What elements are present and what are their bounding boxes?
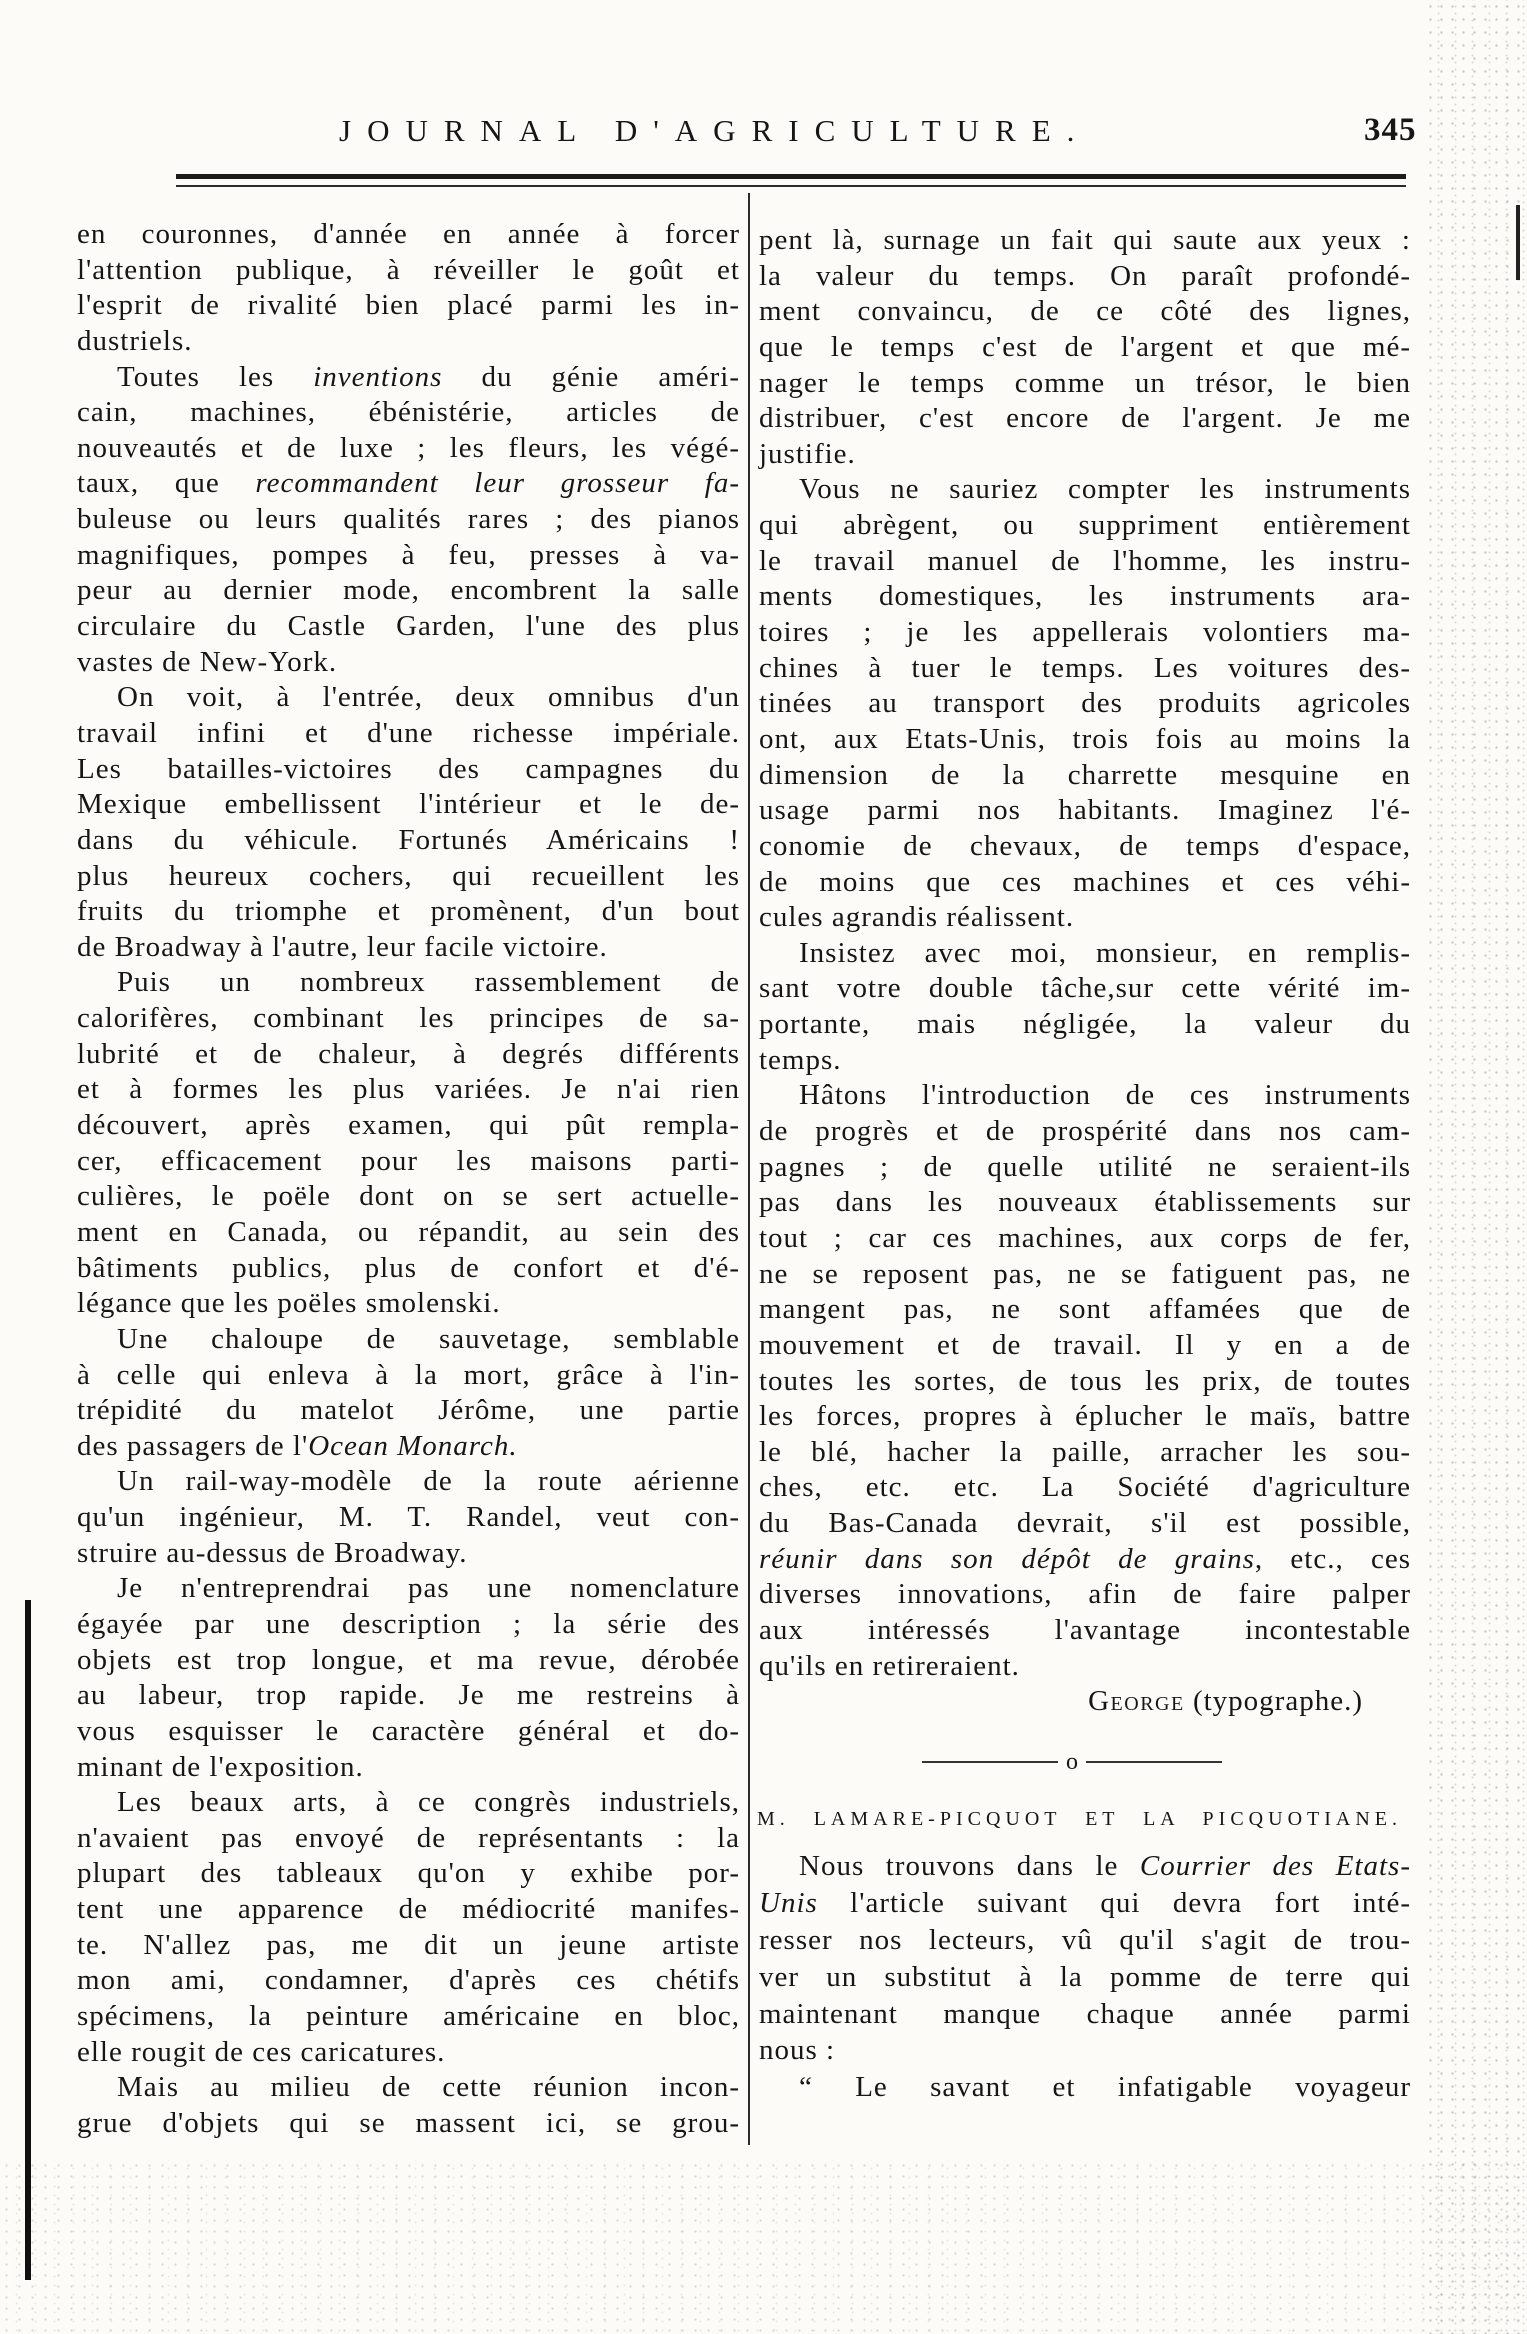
text-line: chines à tuer le temps. Les voitures des- bbox=[759, 651, 1411, 684]
text-segment: Nous trouvons dans le bbox=[799, 1850, 1140, 1882]
text-line: tout ; car ces machines, aux corps de fer, bbox=[759, 1221, 1411, 1254]
paragraph bbox=[77, 1571, 740, 1785]
text-segment: , etc., ces bbox=[1254, 1542, 1411, 1575]
text-line: calorifères, combinant les principes de sa- bbox=[77, 1002, 740, 1035]
text-segment: Toutes les bbox=[117, 360, 314, 393]
italic-text: Courrier des Etats- bbox=[1139, 1850, 1411, 1882]
text-line: minant de l'exposition. bbox=[77, 1750, 364, 1783]
text-line: usage parmi nos habitants. Imaginez l'é- bbox=[759, 794, 1411, 827]
text-line: et à formes les plus variées. Je n'ai rien bbox=[77, 1073, 740, 1106]
text-line: vastes de New-York. bbox=[77, 645, 338, 678]
text-line: aux intéressés l'avantage incontestable bbox=[759, 1613, 1411, 1646]
text-line: qu'un ingénieur, M. T. Randel, veut con- bbox=[77, 1501, 740, 1534]
paragraph bbox=[759, 1848, 1411, 2069]
text-line: tent une apparence de médiocrité manifes- bbox=[77, 1893, 740, 1926]
text-line: culières, le poële dont on se sert actuelle- bbox=[77, 1180, 740, 1213]
text-segment: l'article suivant qui devra fort inté- bbox=[817, 1886, 1411, 1919]
section-separator bbox=[922, 1748, 1222, 1776]
text-line: de progrès et de prospérité dans nos cam- bbox=[759, 1115, 1411, 1148]
text-line: le blé, hacher la paille, arracher les sou- bbox=[759, 1435, 1411, 1468]
signature-note: (typographe.) bbox=[1184, 1685, 1363, 1718]
paragraph bbox=[77, 1322, 740, 1465]
text-line: buleuse ou leurs qualités rares ; des pianos bbox=[77, 503, 740, 536]
text-line: dans du véhicule. Fortunés Américains ! bbox=[77, 823, 740, 856]
text-line: tinées au transport des produits agricoles bbox=[759, 687, 1411, 720]
text-line: spécimens, la peinture américaine en bloc, bbox=[77, 2000, 740, 2033]
text-line: distribuer, c'est encore de l'argent. Je me bbox=[759, 402, 1411, 435]
text-line: cer, efficacement pour les maisons parti- bbox=[77, 1144, 740, 1177]
text-line: lubrité et de chaleur, à degrés différents bbox=[77, 1037, 740, 1070]
text-line: grue d'objets qui se massent ici, se grou- bbox=[77, 2106, 740, 2139]
text-line: bâtiments publics, plus de confort et d'é- bbox=[77, 1251, 740, 1284]
text-line: diverses innovations, afin de faire palper bbox=[759, 1578, 1411, 1611]
text-line: le travail manuel de l'homme, les instru- bbox=[759, 544, 1411, 577]
text-line: de Broadway à l'autre, leur facile victoire. bbox=[77, 930, 608, 963]
text-line: la valeur du temps. On paraît profondé- bbox=[759, 259, 1411, 292]
text-line: On voit, à l'entrée, deux omnibus d'un bbox=[117, 681, 740, 714]
scan-edge-mark bbox=[1516, 205, 1520, 280]
text-line: ont, aux Etats-Unis, trois fois au moins la bbox=[759, 722, 1411, 755]
text-line: sant votre double tâche,sur cette vérité im- bbox=[759, 972, 1411, 1005]
text-line: dimension de la charrette mesquine en bbox=[759, 758, 1411, 791]
running-head-title: JOURNAL D'AGRICULTURE. bbox=[339, 113, 1091, 148]
text-line: maintenant manque chaque année parmi bbox=[759, 1997, 1411, 2030]
italic-text: Ocean Monarch. bbox=[308, 1429, 518, 1462]
text-line bbox=[77, 360, 740, 396]
italic-text: inventions bbox=[313, 360, 443, 393]
text-line bbox=[759, 1885, 1411, 1922]
text-line: de moins que ces machines et ces véhi- bbox=[759, 865, 1411, 898]
italic-text: réunir dans son dépôt de grains bbox=[759, 1542, 1255, 1575]
text-line: pent là, surnage un fait qui saute aux yeux : bbox=[759, 224, 1411, 256]
left-column bbox=[77, 217, 740, 2142]
paragraph bbox=[77, 1785, 740, 2070]
paragraph bbox=[759, 472, 1411, 935]
text-segment: des passagers de l' bbox=[77, 1429, 309, 1462]
page-number: 345 bbox=[1364, 112, 1417, 148]
text-line: qui abrègent, ou suppriment entièrement bbox=[759, 509, 1411, 542]
text-line bbox=[77, 466, 740, 502]
text-line: ments domestiques, les instruments ara- bbox=[759, 580, 1411, 613]
text-line: ment en Canada, ou répandit, au sein des bbox=[77, 1215, 740, 1248]
column-rule bbox=[748, 193, 750, 2145]
text-line: trépidité du matelot Jérôme, une partie bbox=[77, 1394, 740, 1427]
text-line: Un rail-way-modèle de la route aérienne bbox=[117, 1465, 740, 1498]
header-rule bbox=[176, 174, 1406, 179]
author-signature bbox=[759, 1684, 1411, 1720]
text-segment: taux, que bbox=[77, 467, 256, 500]
text-line: du Bas-Canada devrait, s'il est possible, bbox=[759, 1507, 1411, 1540]
text-line: circulaire du Castle Garden, l'une des plus bbox=[77, 610, 740, 643]
article-body bbox=[759, 1848, 1411, 2106]
separator-ornament: o bbox=[1066, 1749, 1078, 1775]
text-line: Vous ne sauriez compter les instruments bbox=[799, 473, 1411, 506]
scan-speckle bbox=[1425, 0, 1527, 2334]
text-line: vous esquisser le caractère général et do- bbox=[77, 1714, 740, 1747]
paragraph bbox=[759, 223, 1411, 472]
text-line: portante, mais négligée, la valeur du bbox=[759, 1008, 1411, 1041]
text-line bbox=[77, 1429, 740, 1465]
text-line: travail infini et d'une richesse impériale. bbox=[77, 716, 740, 749]
text-line: nager le temps comme un trésor, le bien bbox=[759, 366, 1411, 399]
right-column bbox=[759, 223, 1411, 1720]
text-line: temps. bbox=[759, 1043, 842, 1076]
text-line: ment convaincu, de ce côté des lignes, bbox=[759, 295, 1411, 328]
header-rule bbox=[176, 185, 1406, 187]
text-line: nous : bbox=[759, 2034, 836, 2067]
italic-text: recommandent leur grosseur fa- bbox=[255, 467, 740, 500]
text-line: Une chaloupe de sauvetage, semblable bbox=[117, 1322, 740, 1355]
text-line: objets est trop longue, et ma revue, dérobée bbox=[77, 1643, 740, 1676]
article-heading: M. LAMARE-PICQUOT ET LA PICQUOTIANE. bbox=[757, 1808, 1402, 1830]
right-column-paragraphs bbox=[759, 223, 1411, 1684]
text-line: en couronnes, d'année en année à forcer bbox=[77, 218, 740, 250]
text-line: cain, machines, ébénistérie, articles de bbox=[77, 396, 740, 429]
scan-edge-mark bbox=[25, 1600, 31, 2280]
separator-rule bbox=[922, 1761, 1058, 1763]
text-line: resser nos lecteurs, vû qu'il s'agit de trou- bbox=[759, 1923, 1411, 1956]
text-line: égayée par une description ; la série des bbox=[77, 1607, 740, 1640]
paragraph bbox=[77, 2070, 740, 2141]
text-line: au labeur, trop rapide. Je me restreins à bbox=[77, 1679, 740, 1712]
paragraph bbox=[77, 680, 740, 965]
text-segment: du génie améri- bbox=[442, 360, 740, 393]
text-line: Les batailles-victoires des campagnes du bbox=[77, 752, 740, 785]
text-line: découvert, après examen, qui pût rempla- bbox=[77, 1109, 740, 1142]
text-line: que le temps c'est de l'argent et que mé- bbox=[759, 330, 1411, 363]
text-line: fruits du triomphe et promènent, d'un bout bbox=[77, 895, 740, 928]
text-line: plus heureux cochers, qui recueillent les bbox=[77, 859, 740, 892]
text-line: Les beaux arts, à ce congrès industriels, bbox=[117, 1786, 740, 1819]
text-line: conomie de chevaux, de temps d'espace, bbox=[759, 829, 1411, 862]
text-line: Hâtons l'introduction de ces instruments bbox=[799, 1079, 1411, 1112]
text-line: Je n'entreprendrai pas une nomenclature bbox=[117, 1572, 740, 1605]
paragraph bbox=[759, 936, 1411, 1079]
text-line: magnifiques, pompes à feu, presses à va- bbox=[77, 538, 740, 571]
text-line: toires ; je les appellerais volontiers ma- bbox=[759, 616, 1411, 649]
paragraph bbox=[77, 1464, 740, 1571]
text-line: “ Le savant et infatigable voyageur bbox=[799, 2071, 1411, 2104]
text-line: mangent pas, ne sont affamées que de bbox=[759, 1293, 1411, 1326]
text-line: qu'ils en retireraient. bbox=[759, 1649, 1020, 1682]
text-line: pagnes ; de quelle utilité ne seraient-ils bbox=[759, 1150, 1411, 1183]
text-line: struire au-dessus de Broadway. bbox=[77, 1536, 468, 1569]
text-line bbox=[759, 1542, 1411, 1578]
text-line: pas dans les nouveaux établissements sur bbox=[759, 1186, 1411, 1219]
signature-name: George bbox=[1088, 1685, 1185, 1718]
text-line: mon ami, condamner, d'après ces chétifs bbox=[77, 1964, 740, 1997]
scan-speckle bbox=[0, 2160, 1527, 2334]
italic-text: Unis bbox=[759, 1886, 818, 1919]
paragraph bbox=[759, 1078, 1411, 1684]
text-line: Mexique embellissent l'intérieur et le de- bbox=[77, 788, 740, 821]
text-line: cules agrandis réalissent. bbox=[759, 901, 1075, 934]
text-line: l'attention publique, à réveiller le goût et bbox=[77, 253, 740, 286]
text-line: ne se reposent pas, ne se fatiguent pas, ne bbox=[759, 1257, 1411, 1290]
text-line: peur au dernier mode, encombrent la salle bbox=[77, 574, 740, 607]
text-line: dustriels. bbox=[77, 324, 193, 357]
text-line: les forces, propres à éplucher le maïs, battre bbox=[759, 1400, 1411, 1433]
paragraph bbox=[759, 2069, 1411, 2106]
text-line: ches, etc. etc. La Société d'agriculture bbox=[759, 1471, 1411, 1504]
text-line: nouveautés et de luxe ; les fleurs, les végé- bbox=[77, 431, 740, 464]
text-line: l'esprit de rivalité bien placé parmi les in- bbox=[77, 289, 740, 322]
paragraph bbox=[77, 217, 740, 360]
text-line: n'avaient pas envoyé de représentants : la bbox=[77, 1821, 740, 1854]
text-line: ver un substitut à la pomme de terre qui bbox=[759, 1960, 1411, 1993]
paragraph bbox=[77, 360, 740, 681]
text-line: te. N'allez pas, me dit un jeune artiste bbox=[77, 1928, 740, 1961]
text-line bbox=[759, 1848, 1411, 1885]
text-line: plupart des tableaux qu'on y exhibe por- bbox=[77, 1857, 740, 1890]
text-line: mouvement et de travail. Il y en a de bbox=[759, 1328, 1411, 1361]
text-line: justifie. bbox=[759, 437, 856, 470]
text-line: Insistez avec moi, monsieur, en remplis- bbox=[799, 936, 1411, 969]
text-line: toutes les sortes, de tous les prix, de toutes bbox=[759, 1364, 1411, 1397]
text-line: elle rougit de ces caricatures. bbox=[77, 2035, 446, 2068]
text-line: à celle qui enleva à la mort, grâce à l'in- bbox=[77, 1358, 740, 1391]
text-line: légance que les poëles smolenski. bbox=[77, 1287, 501, 1320]
separator-rule bbox=[1086, 1761, 1222, 1763]
text-line: Mais au milieu de cette réunion incon- bbox=[117, 2071, 740, 2104]
text-line: Puis un nombreux rassemblement de bbox=[117, 966, 740, 999]
paragraph bbox=[77, 965, 740, 1321]
